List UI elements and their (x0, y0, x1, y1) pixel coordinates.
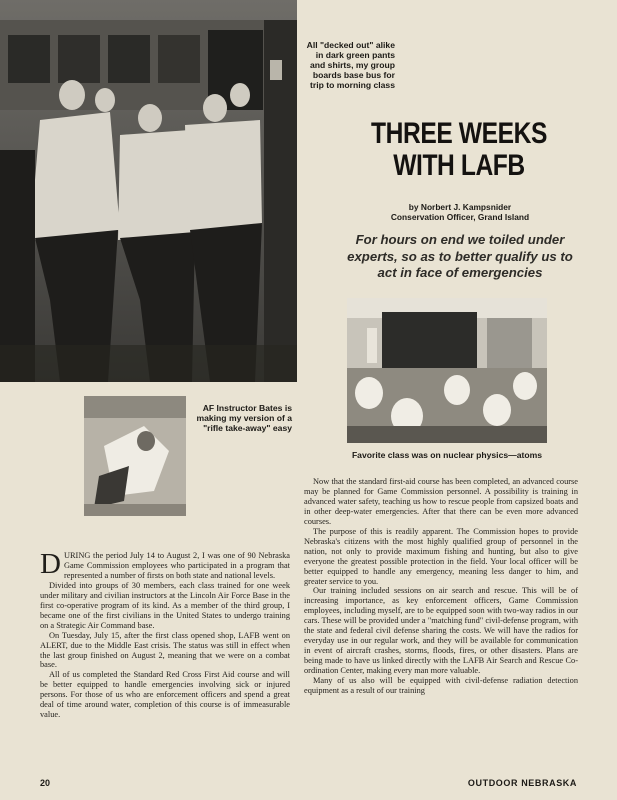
body-column-left (40, 548, 290, 720)
paragraph: Many of us also will be equipped with civil-defense radiation detection equipment as a result of our training (304, 676, 578, 696)
title-line-1: THREE WEEKS (371, 117, 547, 150)
byline (350, 202, 570, 222)
instructor-photo (84, 396, 186, 516)
bus-boarding-photo (0, 0, 297, 382)
paragraph: All of us completed the Standard Red Cross First Aid course and will be better equipped to handle emergencies involving sick or injured persons. For those of us who are enforcement officers and spend a great deal of time around water, completion of this course is of immeasurable value. (40, 670, 290, 720)
classroom-photo (347, 298, 547, 443)
paragraph: Divided into groups of 30 members, each class trained for one week under military and civilian instructors at the Lincoln Air Force Base in the first co-operative program of its kind. As a member of the third group, I became one of the first civilians in the United States to undergo training on a Strategic Air Command base. (40, 580, 290, 630)
byline-author: by Norbert J. Kampsnider (408, 202, 512, 212)
paragraph: Our training included sessions on air search and rescue. This will be of increasing importance, as key enforcement officers, Game Commission employees, including myself, are to be equipped soon with two-way radios in our cars. These will be provided under a "matching fund" civil-defense program, with the state and federal civil defense sharing the costs. We will have the radios for everyday use in our regular work, and they will be available for communication in event of aircraft crashes, storms, floods, fires, or other disasters. Plans are being made to have us linked directly with the LAFB Air Search and Rescue Co-ordination Center, making every man more valuable. (304, 586, 578, 676)
article-title (353, 118, 565, 182)
byline-role: Conservation Officer, Grand Island (390, 212, 530, 222)
paragraph-text: URING the period July 14 to August 2, I was one of 90 Nebraska Game Commission employees who participated in a program that represented a number of firsts on both state and national levels. (63, 551, 290, 580)
instructor-photo-caption: AF Instructor Bates is making my version of a "rifle take-away" easy (196, 403, 292, 433)
paragraph: On Tuesday, July 15, after the first class opened shop, LAFB went on ALERT, due to the Middle East crisis. The status was still in effect when the last group finished on August 2, meaning that we were on a combat base. (40, 630, 290, 670)
title-line-2: WITH LAFB (393, 149, 525, 182)
paragraph (40, 548, 290, 581)
running-head: OUTDOOR NEBRASKA (467, 778, 577, 788)
paragraph: The purpose of this is readily apparent. The Commission hopes to provide Nebraska's citizens with the most highly qualified group of personnel in the nation, not only to provide maximum fishing and hunting, but also to give everyone the greatest possible protection in the field. Your local officer will be better equipped to handle any emergency, meaning less danger to him, and greater service to you. (304, 526, 578, 586)
body-column-right (304, 477, 578, 696)
classroom-photo-caption: Favorite class was on nuclear physics—atoms (351, 450, 543, 460)
bus-photo-caption: All "decked out" alike in dark green pants and shirts, my group boards base bus for trip to morning class (306, 40, 395, 90)
page-number: 20 (40, 778, 51, 788)
paragraph: Now that the standard first-aid course has been completed, an advanced course may be planned for Game Commission personnel. A possibility is training in advanced water safety, teaching us how to rescue people from capsized boats and in other deep-water emergencies. After that there can be even more advanced courses. (304, 477, 578, 526)
drop-cap: D (40, 548, 61, 580)
lede: For hours on end we toiled under experts, so as to better qualify us to act in face of emergencies (347, 232, 573, 281)
